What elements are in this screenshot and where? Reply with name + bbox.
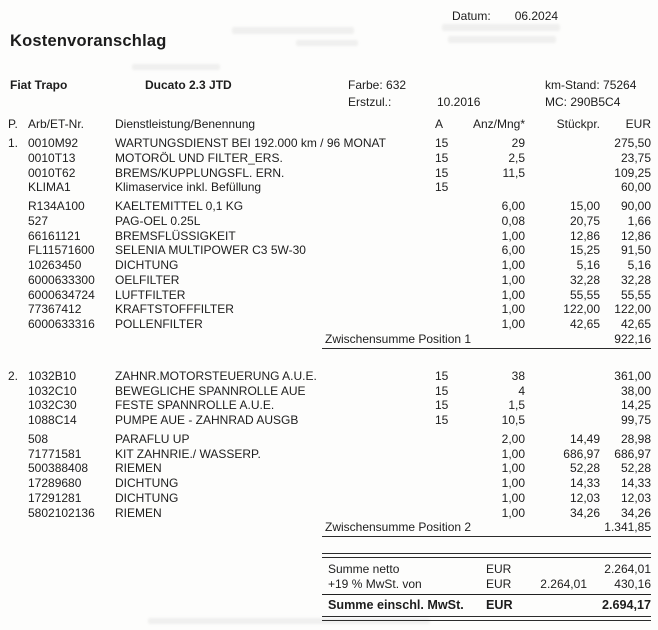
cell-number: KLIMA1 <box>28 180 71 195</box>
cell-total: 1,66 <box>627 213 651 228</box>
total-value: 2.694,17 <box>601 598 651 613</box>
cell-a <box>435 317 457 332</box>
labor-rows <box>8 369 651 428</box>
cell-pos: 1. <box>8 136 19 150</box>
cell-quantity: 1,00 <box>501 490 525 505</box>
cell-unitprice <box>525 398 600 413</box>
vehicle-km: km-Stand: 75264 <box>545 78 637 92</box>
vat-label: +19 % MwSt. von <box>328 577 422 592</box>
vehicle-model: Ducato 2.3 JTD <box>145 78 232 92</box>
cell-pos <box>8 166 28 181</box>
cell-number: 0010T62 <box>28 165 76 180</box>
cell-description: BREMSFLÜSSIGKEIT <box>115 228 236 243</box>
date-value: 06.2024 <box>514 9 559 23</box>
cell-pos <box>8 413 28 428</box>
subtotal-value: 1.341,85 <box>604 520 651 535</box>
cell-pos <box>8 180 28 195</box>
cell-a <box>435 447 457 462</box>
parts-rows <box>8 199 651 332</box>
total-currency: EUR <box>486 598 513 613</box>
subtotal-row <box>322 520 651 537</box>
line-item-table <box>8 117 651 621</box>
cell-a <box>435 288 457 303</box>
cell-description: PARAFLU UP <box>115 431 190 446</box>
cell-pos <box>8 491 28 506</box>
cell-unitprice <box>525 413 600 428</box>
vat-currency: EUR <box>486 577 512 592</box>
cell-a <box>435 229 457 244</box>
cell-unitprice: 34,26 <box>569 505 600 520</box>
cell-description: KIT ZAHNRIE./ WASSERP. <box>115 446 261 461</box>
cell-quantity: 1,5 <box>508 398 525 413</box>
table-row <box>8 461 651 476</box>
cell-total: 122,00 <box>614 302 651 317</box>
scan-artifact <box>442 24 560 31</box>
netto-currency: EUR <box>486 562 512 577</box>
header-quantity: Anz/Mng* <box>472 117 525 131</box>
cell-a <box>435 273 457 288</box>
cell-quantity: 1,00 <box>501 505 525 520</box>
cell-description: PAG-OEL 0.25L <box>115 213 201 228</box>
cell-description: RIEMEN <box>115 505 162 520</box>
cell-pos <box>8 506 28 521</box>
cell-description: Klimaservice inkl. Befüllung <box>115 180 262 195</box>
cell-number: 6000633300 <box>28 272 95 287</box>
table-row <box>8 229 651 244</box>
cell-a: 15 <box>435 180 449 195</box>
cell-number: 10263450 <box>28 258 82 272</box>
cell-number: 1032C10 <box>28 383 77 398</box>
table-row <box>8 180 651 195</box>
cell-pos <box>8 151 28 166</box>
cell-total: 361,00 <box>614 368 651 383</box>
vehicle-info <box>0 77 658 111</box>
cell-description: PUMPE AUE - ZAHNRAD AUSGB <box>115 413 299 427</box>
subtotal-row <box>322 332 651 349</box>
cell-description: RIEMEN <box>115 461 162 476</box>
cell-total: 686,97 <box>614 446 651 461</box>
cell-quantity: 1,00 <box>501 272 525 287</box>
cell-pos <box>8 288 28 303</box>
table-row <box>8 258 651 273</box>
cell-a <box>435 491 457 506</box>
summary-vat-row <box>322 577 651 592</box>
cell-total: 275,50 <box>614 136 651 150</box>
header-eur: EUR <box>625 117 651 131</box>
cell-quantity: 10,5 <box>501 413 525 427</box>
cell-quantity: 29 <box>511 136 525 150</box>
scan-artifact <box>132 64 220 70</box>
cell-unitprice: 52,28 <box>569 461 600 476</box>
date-label: Datum: <box>452 9 491 23</box>
cell-total: 14,25 <box>620 398 651 413</box>
cell-pos <box>8 229 28 244</box>
table-row <box>8 199 651 214</box>
cell-number: 17291281 <box>28 490 82 505</box>
summary-netto-row <box>322 562 651 577</box>
cell-a <box>435 302 457 317</box>
cell-quantity: 1,00 <box>501 302 525 317</box>
cell-quantity: 1,00 <box>501 446 525 461</box>
table-row <box>8 317 651 332</box>
cell-pos <box>8 273 28 288</box>
cell-a: 15 <box>435 136 449 150</box>
table-row <box>8 302 651 317</box>
cell-quantity: 1,00 <box>501 258 525 272</box>
cell-unitprice: 122,00 <box>563 302 600 317</box>
cell-unitprice: 55,55 <box>569 287 600 302</box>
header-number: Arb/ET-Nr. <box>28 117 85 131</box>
cell-total: 12,03 <box>620 490 651 505</box>
cell-unitprice: 12,86 <box>569 228 600 243</box>
cell-description: FESTE SPANNROLLE A.U.E. <box>115 398 275 413</box>
cell-number: 71771581 <box>28 446 82 461</box>
table-row <box>8 214 651 229</box>
cell-total: 38,00 <box>620 383 651 398</box>
cell-description: DICHTUNG <box>115 476 179 490</box>
cell-quantity <box>457 180 525 195</box>
cell-description: POLLENFILTER <box>115 317 203 331</box>
scan-artifact <box>448 36 556 43</box>
cell-description: MOTORÖL UND FILTER_ERS. <box>115 150 283 165</box>
vehicle-row-2 <box>0 94 658 111</box>
cell-total: 90,00 <box>620 199 651 213</box>
cell-total: 32,28 <box>620 272 651 287</box>
total-label: Summe einschl. MwSt. <box>328 598 464 613</box>
cell-description: OELFILTER <box>115 272 180 287</box>
cell-pos <box>8 447 28 462</box>
table-row <box>8 243 651 258</box>
line-items <box>8 136 651 537</box>
cell-total: 42,65 <box>620 317 651 331</box>
cell-description: LUFTFILTER <box>115 287 186 302</box>
cell-pos: 2. <box>8 368 19 383</box>
cell-a: 15 <box>435 383 449 398</box>
table-row <box>8 369 651 384</box>
page-title: Kostenvoranschlag <box>10 32 167 50</box>
table-row <box>8 136 651 151</box>
cell-a <box>435 476 457 491</box>
netto-label: Summe netto <box>328 562 400 577</box>
cell-a: 15 <box>435 368 449 383</box>
cell-pos <box>8 432 28 447</box>
cell-number: R134A100 <box>28 199 85 213</box>
cell-number: 527 <box>28 213 49 228</box>
cell-description: DICHTUNG <box>115 258 179 272</box>
cell-pos <box>8 302 28 317</box>
vehicle-row-1 <box>0 77 658 94</box>
cell-total: 60,00 <box>620 180 651 195</box>
cell-total: 23,75 <box>620 150 651 165</box>
table-row <box>8 151 651 166</box>
cell-description: KRAFTSTOFFFILTER <box>115 302 234 317</box>
header-a: A <box>435 117 444 131</box>
subtotal-label: Zwischensumme Position 2 <box>325 520 472 535</box>
vehicle-mc-code: MC: 290B5C4 <box>545 95 621 109</box>
cell-unitprice: 12,03 <box>569 490 600 505</box>
cell-unitprice: 42,65 <box>569 317 600 331</box>
cell-a <box>435 243 457 258</box>
cell-unitprice: 14,49 <box>569 431 600 446</box>
scan-artifact <box>296 40 358 46</box>
header-pos: P. <box>8 117 18 131</box>
cell-unitprice: 20,75 <box>569 213 600 228</box>
cell-number: 1032B10 <box>28 368 77 383</box>
cell-total: 55,55 <box>620 287 651 302</box>
cell-number: 508 <box>28 431 49 446</box>
cell-a <box>435 258 457 273</box>
cell-number: 500388408 <box>28 461 89 476</box>
cell-unitprice: 15,25 <box>569 243 600 258</box>
cell-unitprice: 5,16 <box>576 258 600 272</box>
divider-double-bottom <box>322 616 651 621</box>
vehicle-make: Fiat Trapo <box>10 78 68 92</box>
cell-a <box>435 432 457 447</box>
table-row <box>8 476 651 491</box>
header-description: Dienstleistung/Benennung <box>115 117 256 131</box>
cell-number: 17289680 <box>28 476 82 490</box>
cell-quantity: 38 <box>511 368 525 383</box>
cell-description: ZAHNR.MOTORSTEUERUNG A.U.E. <box>115 368 317 383</box>
header-unitprice: Stückpr. <box>556 117 600 131</box>
cell-unitprice: 14,33 <box>569 476 600 490</box>
cell-total: 52,28 <box>620 461 651 476</box>
cell-description: DICHTUNG <box>115 490 179 505</box>
position-section <box>8 136 651 349</box>
cell-unitprice <box>525 384 600 399</box>
cell-number: 0010T13 <box>28 150 76 165</box>
cell-a <box>435 199 457 214</box>
cell-a: 15 <box>435 398 449 413</box>
table-row <box>8 273 651 288</box>
vehicle-color: Farbe: 632 <box>348 78 407 92</box>
cell-total: 91,50 <box>620 243 651 258</box>
scan-artifact <box>232 27 354 34</box>
cell-quantity: 1,00 <box>501 228 525 243</box>
cell-pos <box>8 317 28 332</box>
cell-a: 15 <box>435 413 449 427</box>
cell-number: 66161121 <box>28 228 81 243</box>
cell-total: 5,16 <box>627 258 651 272</box>
cell-total: 109,25 <box>614 165 651 180</box>
cell-description: BEWEGLICHE SPANNROLLE AUE <box>115 383 306 398</box>
cell-quantity: 2,5 <box>508 150 525 165</box>
table-row <box>8 506 651 521</box>
cell-total: 99,75 <box>620 413 651 427</box>
table-header <box>8 117 651 132</box>
cell-quantity: 6,00 <box>501 243 525 258</box>
table-row <box>8 288 651 303</box>
cell-quantity: 6,00 <box>501 199 525 213</box>
cell-pos <box>8 258 28 273</box>
cell-a <box>435 214 457 229</box>
cell-number: 6000634724 <box>28 287 95 302</box>
cell-number: 1032C30 <box>28 398 77 413</box>
cell-unitprice <box>525 151 600 166</box>
cell-pos <box>8 214 28 229</box>
table-row <box>8 398 651 413</box>
cell-description: SELENIA MULTIPOWER C3 5W-30 <box>115 243 306 258</box>
cell-total: 14,33 <box>620 476 651 490</box>
cell-number: 0010M92 <box>28 136 79 150</box>
cell-pos <box>8 199 28 214</box>
cell-unitprice <box>525 369 600 384</box>
table-row <box>8 413 651 428</box>
cell-number: 1088C14 <box>28 413 77 427</box>
cell-unitprice: 32,28 <box>569 272 600 287</box>
position-section <box>8 369 651 538</box>
vehicle-first-registration: Erstzul.: 10.2016 <box>348 95 481 109</box>
cell-pos <box>8 476 28 491</box>
cell-description: KAELTEMITTEL 0,1 KG <box>115 199 244 213</box>
cell-unitprice <box>525 166 600 181</box>
cell-pos <box>8 398 28 413</box>
table-row <box>8 432 651 447</box>
cell-pos <box>8 461 28 476</box>
cell-unitprice <box>525 180 600 195</box>
cell-number: FL11571600 <box>28 243 95 258</box>
cell-quantity: 1,00 <box>501 461 525 476</box>
date-row <box>452 9 558 24</box>
cell-a: 15 <box>435 165 449 180</box>
subtotal-value: 922,16 <box>614 331 651 346</box>
parts-rows <box>8 432 651 521</box>
cell-unitprice <box>525 136 600 151</box>
table-row <box>8 447 651 462</box>
cell-quantity: 0,08 <box>501 213 525 228</box>
cell-a: 15 <box>435 150 449 165</box>
summary-block <box>322 553 651 621</box>
cell-description: BREMS/KUPPLUNGSFL. ERN. <box>115 165 285 180</box>
divider-double-top <box>322 553 651 558</box>
cell-a <box>435 506 457 521</box>
cell-quantity: 1,00 <box>501 317 525 331</box>
table-row <box>8 166 651 181</box>
cell-description: WARTUNGSDIENST BEI 192.000 km / 96 MONAT <box>115 136 386 150</box>
table-row <box>8 491 651 506</box>
vat-value: 430,16 <box>614 577 651 592</box>
cell-total: 12,86 <box>620 228 651 243</box>
cell-number: 6000633316 <box>28 317 95 331</box>
cell-quantity: 2,00 <box>501 431 525 446</box>
subtotal-label: Zwischensumme Position 1 <box>325 331 472 346</box>
cell-quantity: 1,00 <box>501 287 525 302</box>
cell-total: 34,26 <box>620 505 651 520</box>
cell-quantity: 1,00 <box>501 476 525 490</box>
cell-pos <box>8 384 28 399</box>
netto-value: 2.264,01 <box>604 562 651 577</box>
cell-number: 5802102136 <box>28 505 95 520</box>
cell-a <box>435 461 457 476</box>
cell-quantity: 4 <box>518 383 525 398</box>
cell-total: 28,98 <box>620 431 651 446</box>
cell-quantity: 11,5 <box>502 165 525 180</box>
cell-unitprice: 686,97 <box>563 446 600 461</box>
labor-rows <box>8 136 651 195</box>
cell-number: 77367412 <box>28 302 82 317</box>
table-row <box>8 384 651 399</box>
cell-pos <box>8 243 28 258</box>
summary-total-row <box>322 594 651 615</box>
cell-unitprice: 15,00 <box>569 199 600 213</box>
vat-base: 2.264,01 <box>540 577 587 592</box>
